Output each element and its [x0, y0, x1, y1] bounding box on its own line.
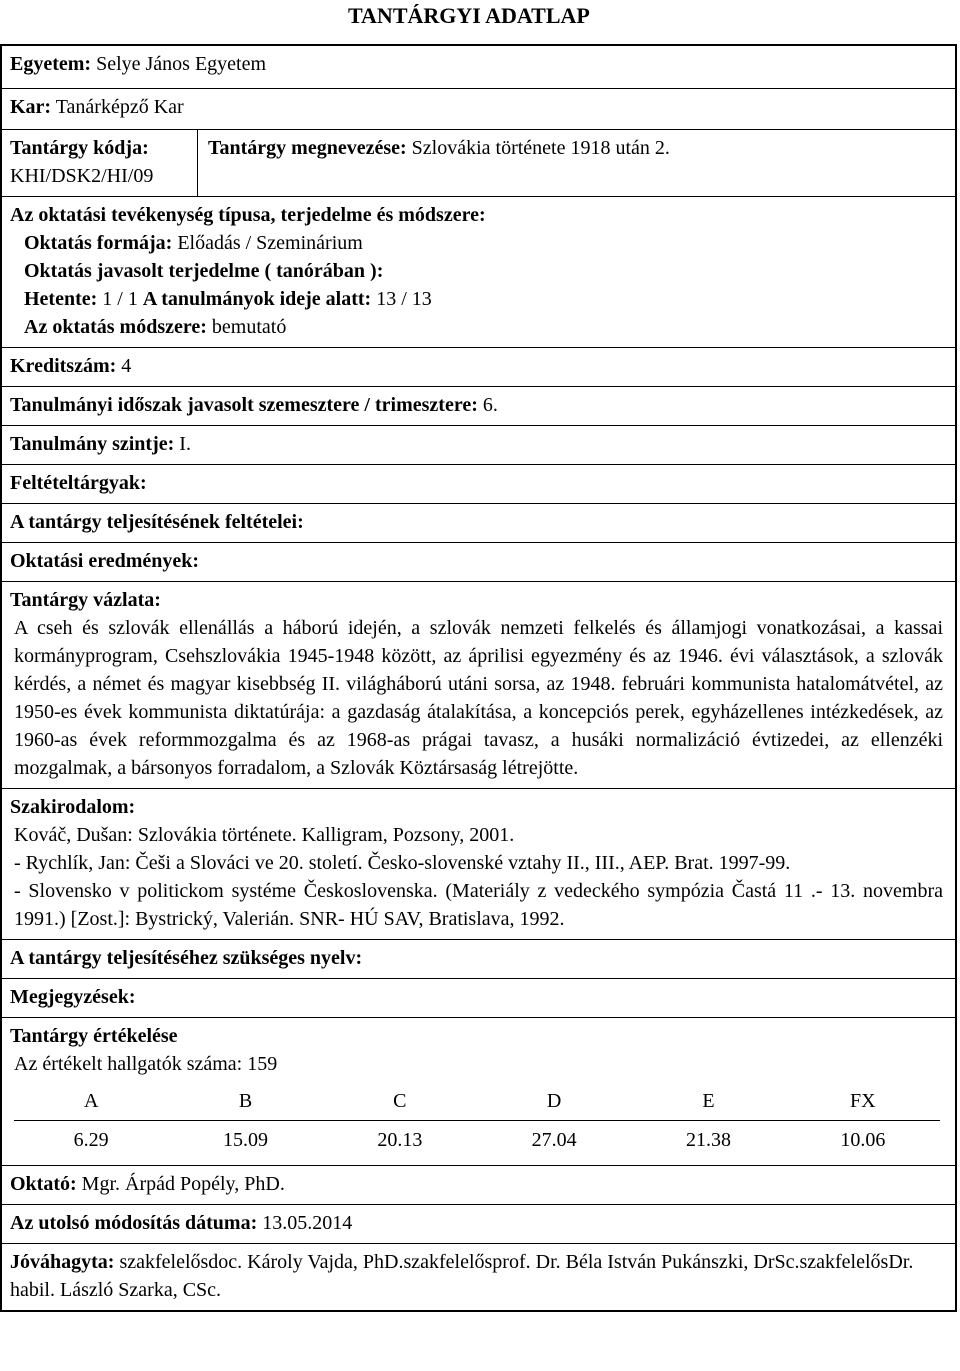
notes-label: Megjegyzések:	[10, 986, 136, 1008]
syllabus-text: A cseh és szlovák ellenállás a háború idején, a szlovák nemzeti felkelés és államjogi vonatkozásai, a kassai kormányprogram, Csehszlovákia 1945-1948 között, az áprilisi egyezmény és az 1946. évi választások, a szlovák kérdés, a német és magyar kisebbség II. világháború utáni sorsa, az 1948. februári kommunista hatalomátvétel, az 1950-es évek kommunista diktatúrája: a gazdaság átalakítása, a koncepciós perek, egyházellenes intézkedések, az 1960-as évek reformmozgalma és az 1968-as prágai tavasz, a husáki normalizáció évtizedei, az ellenzéki mozgalmak, a bársonyos forradalom, a Szlovák Köztársaság létrejötte.	[14, 617, 943, 779]
teacher-row	[2, 1166, 955, 1205]
syllabus-row	[2, 582, 955, 789]
completion-conditions-label: A tantárgy teljesítésének feltételei:	[10, 511, 304, 533]
semester-row	[2, 387, 955, 426]
evaluated-count: Az értékelt hallgatók száma: 159	[14, 1053, 278, 1075]
level-value: I.	[179, 433, 191, 455]
teaching-activity-heading: Az oktatási tevékenység típusa, terjedelme és módszere:	[10, 204, 486, 226]
grade-header: B	[168, 1082, 322, 1121]
datasheet-table	[0, 44, 957, 1312]
course-code-cell	[2, 130, 198, 196]
grade-header: C	[323, 1082, 477, 1121]
university-row	[2, 46, 955, 89]
teaching-scope-label: Oktatás javasolt terjedelme ( tanórában ):	[24, 260, 384, 282]
faculty-label: Kar:	[10, 96, 52, 118]
course-code-row	[2, 130, 955, 197]
grade-header: E	[631, 1082, 785, 1121]
faculty-row	[2, 89, 955, 130]
grade-header: D	[477, 1082, 631, 1121]
completion-conditions-row	[2, 504, 955, 543]
weekly-value: 1 / 1	[102, 288, 138, 310]
approved-value: szakfelelősdoc. Károly Vajda, PhD.szakfelelősprof. Dr. Béla István Pukánszki, DrSc.szakfelelősDr. habil. László Szarka, CSc.	[10, 1251, 914, 1301]
course-code-value: KHI/DSK2/HI/09	[10, 165, 154, 187]
page-title: TANTÁRGYI ADATLAP	[348, 3, 590, 28]
learning-outcomes-label: Oktatási eredmények:	[10, 550, 200, 572]
grade-table	[14, 1082, 940, 1159]
course-code-label: Tantárgy kódja:	[10, 137, 149, 159]
grade-value: 21.38	[685, 1129, 731, 1151]
grade-value: 6.29	[73, 1129, 109, 1151]
course-name-cell	[198, 130, 955, 196]
last-modified-value: 13.05.2014	[262, 1212, 353, 1234]
literature-row	[2, 789, 955, 940]
learning-outcomes-row	[2, 543, 955, 582]
teacher-label: Oktató:	[10, 1173, 77, 1195]
teacher-value: Mgr. Árpád Popély, PhD.	[81, 1173, 285, 1195]
credits-value: 4	[121, 355, 132, 377]
grade-value: 10.06	[840, 1129, 886, 1151]
notes-row	[2, 979, 955, 1018]
teaching-form-label: Oktatás formája:	[24, 232, 173, 254]
faculty-value: Tanárképző Kar	[55, 96, 184, 118]
grade-value: 15.09	[222, 1129, 268, 1151]
university-value: Selye János Egyetem	[96, 53, 267, 75]
level-label: Tanulmány szintje:	[10, 433, 175, 455]
literature-item: - Rychlík, Jan: Češi a Slováci ve 20. století. Česko-slovenské vztahy II., III., AEP. Brat. 1997-99.	[14, 852, 791, 874]
grade-header: A	[14, 1082, 168, 1121]
last-modified-row	[2, 1205, 955, 1244]
evaluation-label: Tantárgy értékelése	[10, 1025, 178, 1047]
semester-label: Tanulmányi időszak javasolt szemesztere / trimesztere:	[10, 394, 478, 416]
study-period-value: 13 / 13	[376, 288, 432, 310]
approved-label: Jóváhagyta:	[10, 1251, 115, 1273]
teaching-form-value: Előadás / Szeminárium	[177, 232, 363, 254]
course-name-label: Tantárgy megnevezése:	[208, 137, 407, 159]
course-name-value: Szlovákia története 1918 után 2.	[411, 137, 670, 159]
grade-header: FX	[786, 1082, 940, 1121]
grade-value: 20.13	[377, 1129, 423, 1151]
prerequisites-label: Feltételtárgyak:	[10, 472, 147, 494]
level-row	[2, 426, 955, 465]
literature-item: Kováč, Dušan: Szlovákia története. Kalligram, Pozsony, 2001.	[14, 824, 515, 846]
grade-value: 27.04	[531, 1129, 577, 1151]
method-label: Az oktatás módszere:	[24, 316, 207, 338]
credits-row	[2, 348, 955, 387]
last-modified-label: Az utolsó módosítás dátuma:	[10, 1212, 258, 1234]
literature-label: Szakirodalom:	[10, 796, 136, 818]
approved-row	[2, 1244, 955, 1310]
teaching-activity-row	[2, 197, 955, 348]
language-label: A tantárgy teljesítéséhez szükséges nyelv:	[10, 947, 363, 969]
evaluation-row	[2, 1018, 955, 1166]
prerequisites-row	[2, 465, 955, 504]
credits-label: Kreditszám:	[10, 355, 117, 377]
weekly-label: Hetente:	[24, 288, 98, 310]
study-period-label: A tanulmányok ideje alatt:	[142, 288, 372, 310]
university-label: Egyetem:	[10, 53, 92, 75]
semester-value: 6.	[482, 394, 498, 416]
language-row	[2, 940, 955, 979]
method-value: bemutató	[211, 316, 287, 338]
syllabus-label: Tantárgy vázlata:	[10, 589, 161, 611]
literature-item: - Slovensko v politickom systéme Československa. (Materiály z vedeckého sympózia Častá 11 .- 13. novembra 1991.) [Zost.]: Bystrický, Valerián. SNR- HÚ SAV, Bratislava, 1992.	[14, 880, 943, 930]
